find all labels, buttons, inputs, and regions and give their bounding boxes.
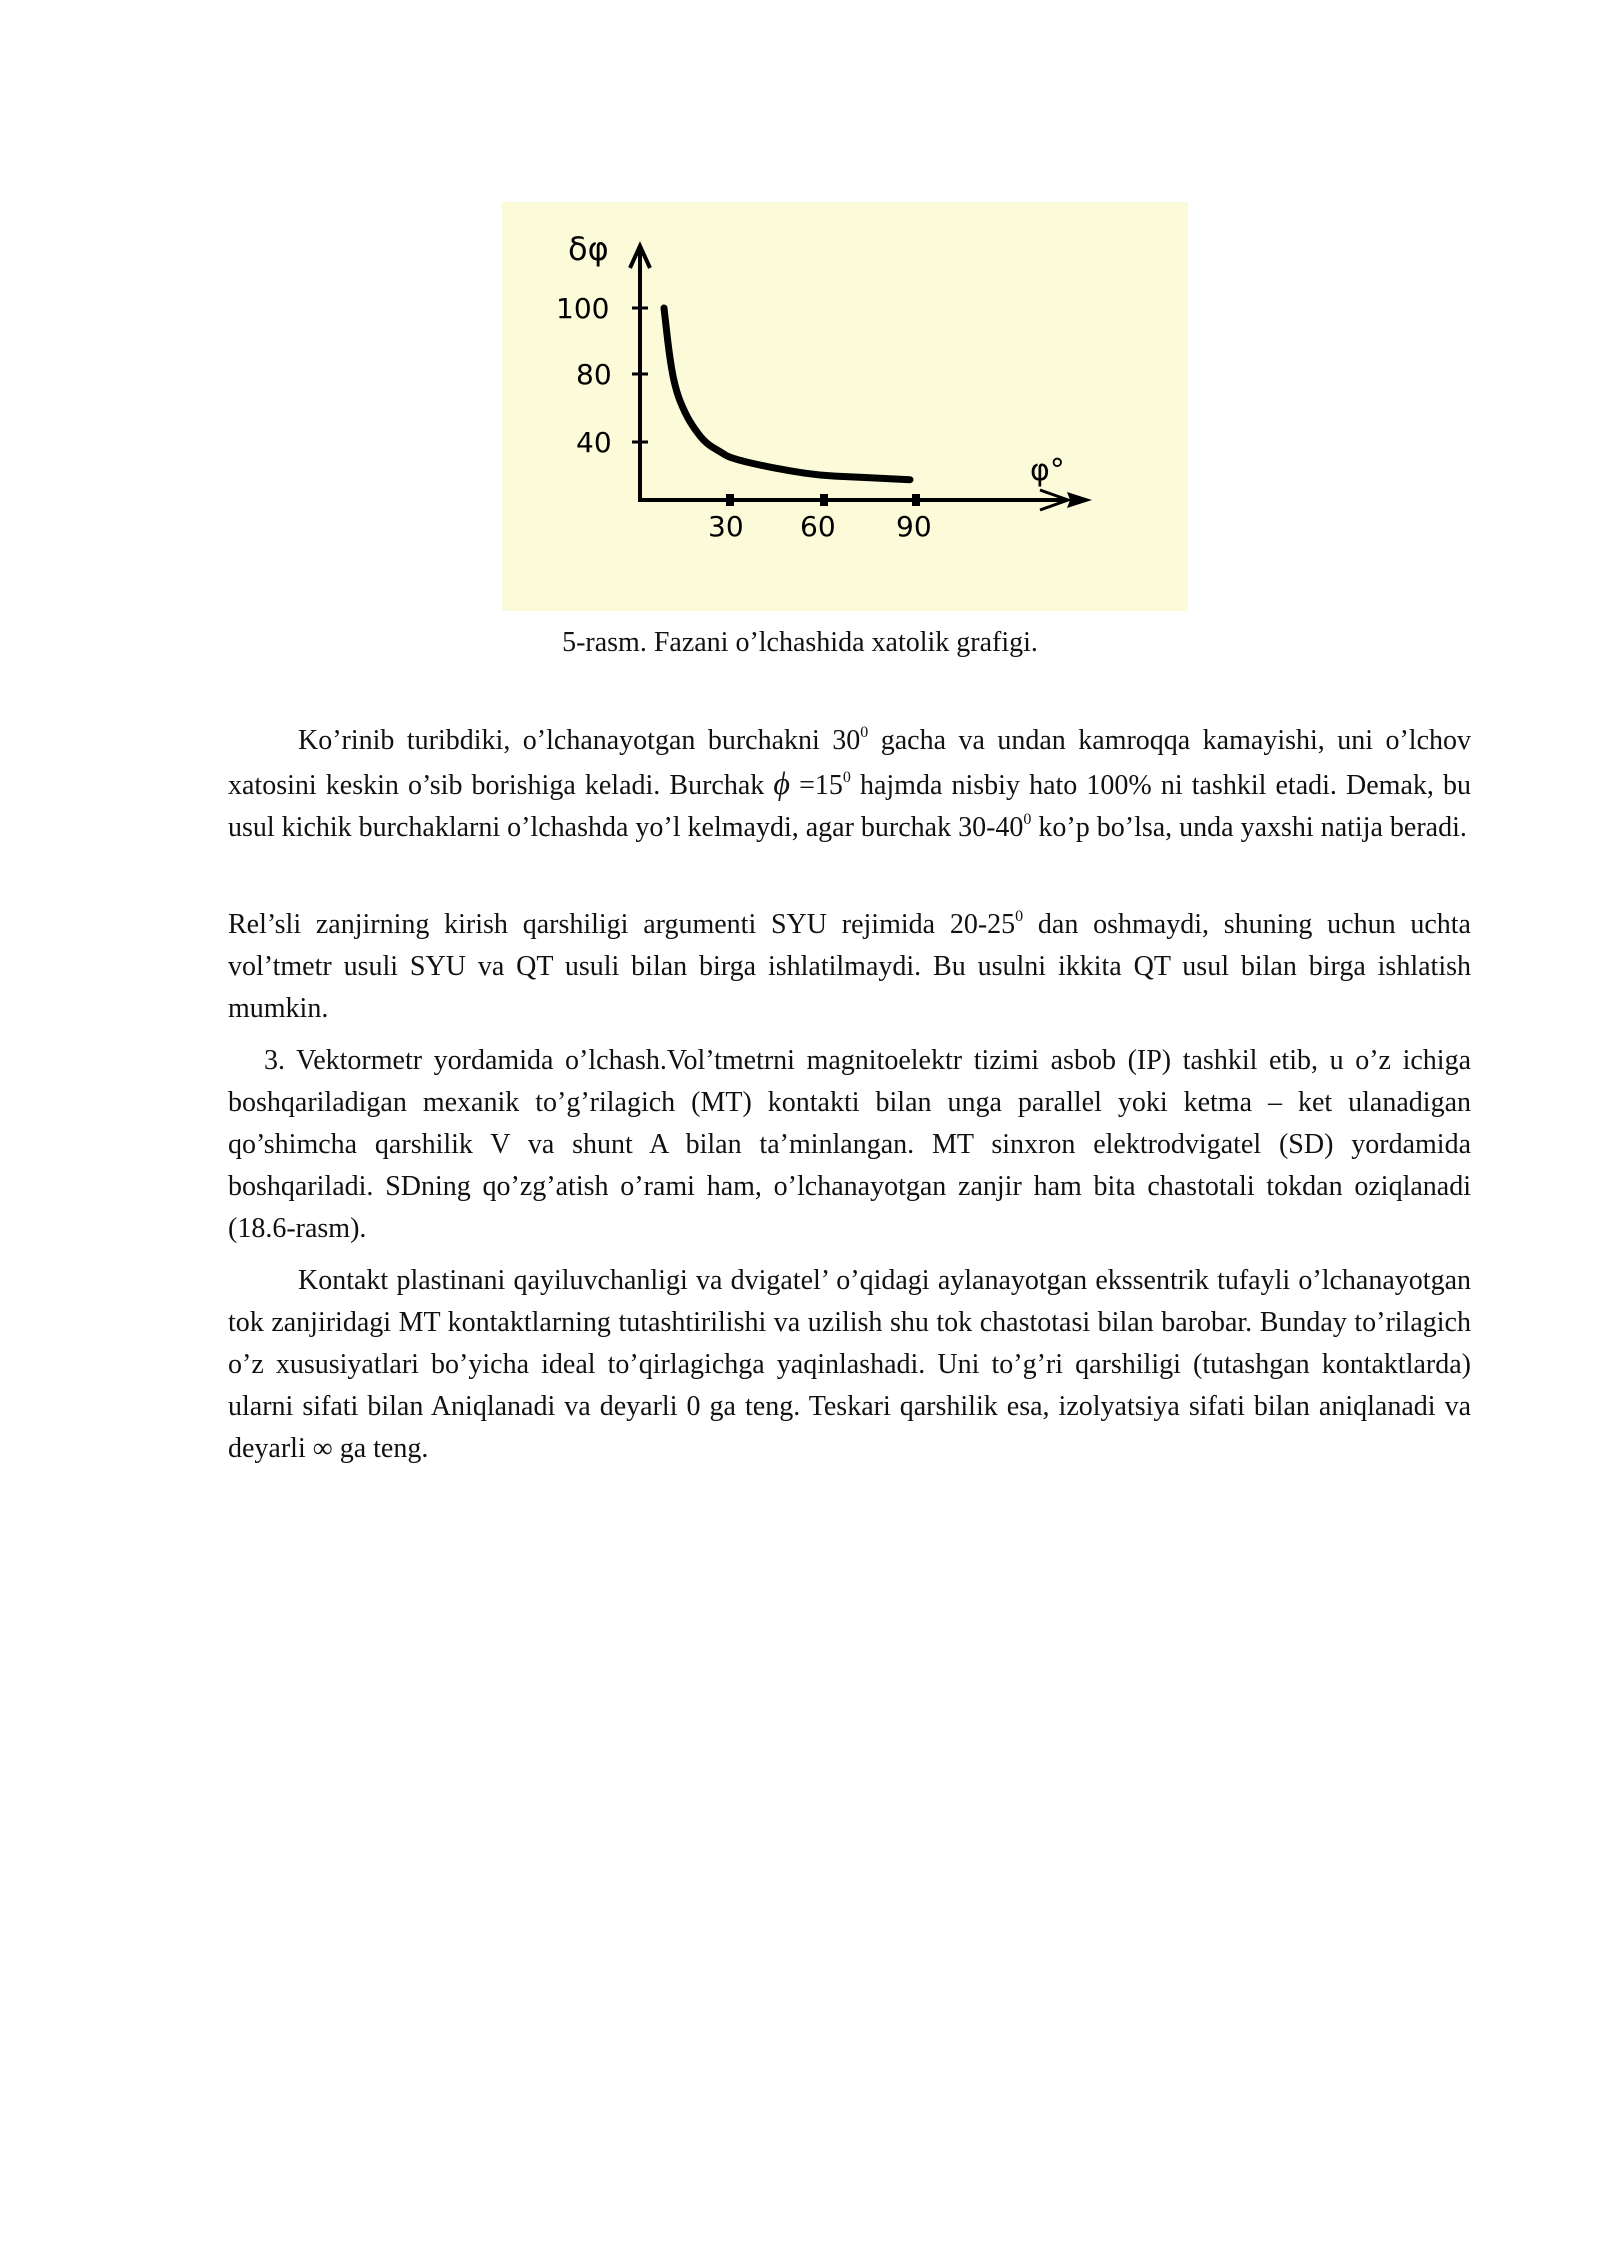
- p1-superscript-1: 0: [860, 724, 869, 741]
- x-tick-mark-60: [820, 494, 828, 506]
- x-tick-mark-90: [912, 494, 920, 506]
- p1-superscript-2: 0: [842, 769, 851, 786]
- p1-text-2: gacha va undan kamroqqa kamayishi, uni o’lchov xatosini keskin o’sib borishiga keladi. Burchak: [228, 725, 1472, 801]
- p2-superscript-1: 0: [1015, 908, 1024, 925]
- y-tick-label-80: 80: [576, 358, 612, 391]
- figure-caption: 5-rasm. Fazani o’lchashida xatolik grafigi.: [562, 627, 1038, 658]
- x-tick-label-30: 30: [708, 510, 744, 543]
- p1-text-3: =15: [789, 770, 843, 801]
- paragraph-4: [228, 1260, 1471, 1470]
- y-tick-label-100: 100: [556, 292, 610, 325]
- paragraph-2: [228, 904, 1471, 1030]
- y-tick-label-40: 40: [576, 426, 612, 459]
- paragraph-3: [228, 1040, 1471, 1250]
- x-axis-label: φ°: [1030, 453, 1065, 488]
- p1-text-1: Ko’rinib turibdiki, o’lchanayotgan burchakni 30: [298, 725, 861, 756]
- p2-text-1: Rel’sli zanjirning kirish qarshiligi argumenti SYU rejimida 20-25: [228, 909, 1016, 940]
- infinity-symbol: ∞: [312, 1433, 333, 1464]
- error-chart: [502, 202, 1188, 611]
- p3-text: 3. Vektormetr yordamida o’lchash.Vol’tmetrni magnitoelektr tizimi asbob (IP) tashkil etib, u o’z ichiga boshqariladigan mexanik to’g’rilagich (MT) kontakti bilan unga parallel yoki ketma – ket ulanadigan qo’shimcha qarshilik V va shunt A bilan ta’minlangan. MT sinxron elektrodvigatel (SD) yordamida boshqariladi. SDning qo’zg’atish o’rami ham, o’lchanayotgan zanjir ham bita chastotali tokdan oziqlanadi (18.6-rasm).: [228, 1045, 1471, 1244]
- x-tick-label-90: 90: [896, 510, 932, 543]
- p1-text-4: hajmda nisbiy hato 100% ni tashkil etadi. Demak, bu usul kichik burchaklarni o’lchashda yo’l kelmaydi, agar burchak 30-40: [228, 770, 1471, 843]
- p4-text-2: ga teng.: [332, 1433, 429, 1464]
- error-graph-figure: [502, 202, 1188, 611]
- p1-text-5: ko’p bo’lsa, unda yaxshi natija beradi.: [1031, 812, 1467, 843]
- p1-superscript-3: 0: [1023, 811, 1032, 828]
- p4-text-1: Kontakt plastinani qayiluvchanligi va dvigatel’ o’qidagi aylanayotgan ekssentrik tufayli o’lchanayotgan tok zanjiridagi MT kontaktlarning tutashtirilishi va uzilish shu tok chastotasi bilan barobar. Bunday to’rilagich o’z xususiyatlari bo’yicha ideal to’qirlagichga yaqinlashadi. Uni to’g’ri qarshiligi (tutashgan kontaktlarda) ularni sifati bilan Aniqlanadi va deyarli 0 ga teng. Teskari qarshilik esa, izolyatsiya sifati bilan aniqlanadi va deyarli: [228, 1265, 1471, 1464]
- phi-symbol: ϕ: [773, 765, 790, 801]
- paragraph-1: [228, 720, 1471, 849]
- x-tick-label-60: 60: [800, 510, 836, 543]
- p2-text-2: dan oshmaydi, shuning uchun uchta vol’tmetr usuli SYU va QT usuli bilan birga ishlatilmaydi. Bu usulni ikkita QT usul bilan birga ishlatish mumkin.: [228, 909, 1471, 1024]
- y-axis-label: δφ: [568, 230, 609, 268]
- x-tick-mark-30: [726, 494, 734, 506]
